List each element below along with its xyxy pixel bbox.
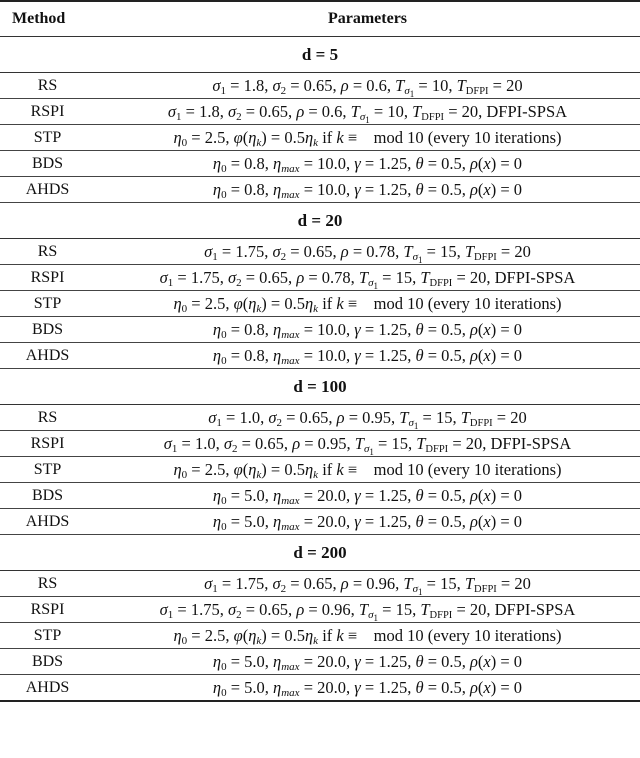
parameters-cell: $\sigma_1 = 1.0$, $\sigma_2 = 0.65$, ρ = 0.95, $T_{\sigma_1} = 15$, TDFPI = 20	[95, 405, 640, 431]
table-row	[0, 317, 640, 343]
table-row	[0, 483, 640, 509]
method-cell: BDS	[0, 483, 95, 509]
parameters-column-header: Parameters	[95, 1, 640, 37]
method-cell: BDS	[0, 151, 95, 177]
method-cell: RS	[0, 239, 95, 265]
group-header-row	[0, 203, 640, 239]
method-cell: AHDS	[0, 509, 95, 535]
method-cell: BDS	[0, 317, 95, 343]
method-cell: RSPI	[0, 265, 95, 291]
table-row	[0, 73, 640, 99]
method-cell: RSPI	[0, 99, 95, 125]
parameters-cell: $\eta_0 = 2.5$, $\varphi(\eta_k) = 0.5\eta_k$ if k ≡ mod 10 (every 10 iterations)	[95, 623, 640, 649]
table-body	[0, 37, 640, 702]
method-column-header: Method	[0, 1, 95, 37]
table-row	[0, 405, 640, 431]
table-row	[0, 597, 640, 623]
table-row	[0, 151, 640, 177]
method-cell: STP	[0, 623, 95, 649]
table-row	[0, 343, 640, 369]
method-cell: AHDS	[0, 177, 95, 203]
method-cell: STP	[0, 125, 95, 151]
group-header-row	[0, 369, 640, 405]
group-label: d = 5	[0, 37, 640, 73]
parameters-cell: $\sigma_1 = 1.8$, $\sigma_2 = 0.65$, ρ = 0.6, $T_{\sigma_1} = 10$, TDFPI = 20	[95, 73, 640, 99]
parameters-cell: $\eta_0 = 0.8$, $\eta_{max} = 10.0$, γ = 1.25, θ = 0.5, ρ(x) = 0	[95, 151, 640, 177]
parameters-cell: $\sigma_1 = 1.0$, $\sigma_2 = 0.65$, ρ = 0.95, $T_{\sigma_1} = 15$, TDFPI = 20, DFPI-SPSA	[95, 431, 640, 457]
method-cell: RSPI	[0, 431, 95, 457]
parameters-cell: $\eta_0 = 5.0$, $\eta_{max} = 20.0$, γ = 1.25, θ = 0.5, ρ(x) = 0	[95, 509, 640, 535]
parameters-cell: $\eta_0 = 5.0$, $\eta_{max} = 20.0$, γ = 1.25, θ = 0.5, ρ(x) = 0	[95, 649, 640, 675]
parameters-cell: $\sigma_1 = 1.8$, $\sigma_2 = 0.65$, ρ = 0.6, $T_{\sigma_1} = 10$, TDFPI = 20, DFPI-SPSA	[95, 99, 640, 125]
table-row	[0, 125, 640, 151]
group-label: d = 200	[0, 535, 640, 571]
parameters-cell: $\eta_0 = 0.8$, $\eta_{max} = 10.0$, γ = 1.25, θ = 0.5, ρ(x) = 0	[95, 317, 640, 343]
parameters-cell: $\eta_0 = 5.0$, $\eta_{max} = 20.0$, γ = 1.25, θ = 0.5, ρ(x) = 0	[95, 483, 640, 509]
table-row	[0, 291, 640, 317]
table-row	[0, 431, 640, 457]
table-row	[0, 649, 640, 675]
method-cell: RS	[0, 571, 95, 597]
parameters-cell: $\eta_0 = 2.5$, $\varphi(\eta_k) = 0.5\eta_k$ if k ≡ mod 10 (every 10 iterations)	[95, 125, 640, 151]
parameters-cell: $\sigma_1 = 1.75$, $\sigma_2 = 0.65$, ρ = 0.78, $T_{\sigma_1} = 15$, TDFPI = 20	[95, 239, 640, 265]
table-row	[0, 675, 640, 702]
table-row	[0, 457, 640, 483]
table-row	[0, 571, 640, 597]
method-cell: STP	[0, 457, 95, 483]
parameters-cell: $\eta_0 = 0.8$, $\eta_{max} = 10.0$, γ = 1.25, θ = 0.5, ρ(x) = 0	[95, 343, 640, 369]
table-row	[0, 177, 640, 203]
group-label: d = 100	[0, 369, 640, 405]
table-row	[0, 509, 640, 535]
parameters-cell: $\eta_0 = 0.8$, $\eta_{max} = 10.0$, γ = 1.25, θ = 0.5, ρ(x) = 0	[95, 177, 640, 203]
method-cell: AHDS	[0, 343, 95, 369]
table-row	[0, 265, 640, 291]
method-cell: RS	[0, 405, 95, 431]
parameters-cell: $\sigma_1 = 1.75$, $\sigma_2 = 0.65$, ρ = 0.78, $T_{\sigma_1} = 15$, TDFPI = 20, DFPI-SPSA	[95, 265, 640, 291]
parameters-cell: $\eta_0 = 2.5$, $\varphi(\eta_k) = 0.5\eta_k$ if k ≡ mod 10 (every 10 iterations)	[95, 457, 640, 483]
method-cell: RSPI	[0, 597, 95, 623]
method-cell: RS	[0, 73, 95, 99]
table-row	[0, 99, 640, 125]
parameters-cell: $\sigma_1 = 1.75$, $\sigma_2 = 0.65$, ρ = 0.96, $T_{\sigma_1} = 15$, TDFPI = 20	[95, 571, 640, 597]
header-row	[0, 1, 640, 37]
method-cell: AHDS	[0, 675, 95, 702]
parameters-cell: $\eta_0 = 5.0$, $\eta_{max} = 20.0$, γ = 1.25, θ = 0.5, ρ(x) = 0	[95, 675, 640, 702]
parameters-cell: $\eta_0 = 2.5$, $\varphi(\eta_k) = 0.5\eta_k$ if k ≡ mod 10 (every 10 iterations)	[95, 291, 640, 317]
table-row	[0, 239, 640, 265]
group-header-row	[0, 535, 640, 571]
table-row	[0, 623, 640, 649]
group-label: d = 20	[0, 203, 640, 239]
method-cell: STP	[0, 291, 95, 317]
parameters-cell: $\sigma_1 = 1.75$, $\sigma_2 = 0.65$, ρ = 0.96, $T_{\sigma_1} = 15$, TDFPI = 20, DFPI-SPSA	[95, 597, 640, 623]
method-cell: BDS	[0, 649, 95, 675]
group-header-row	[0, 37, 640, 73]
